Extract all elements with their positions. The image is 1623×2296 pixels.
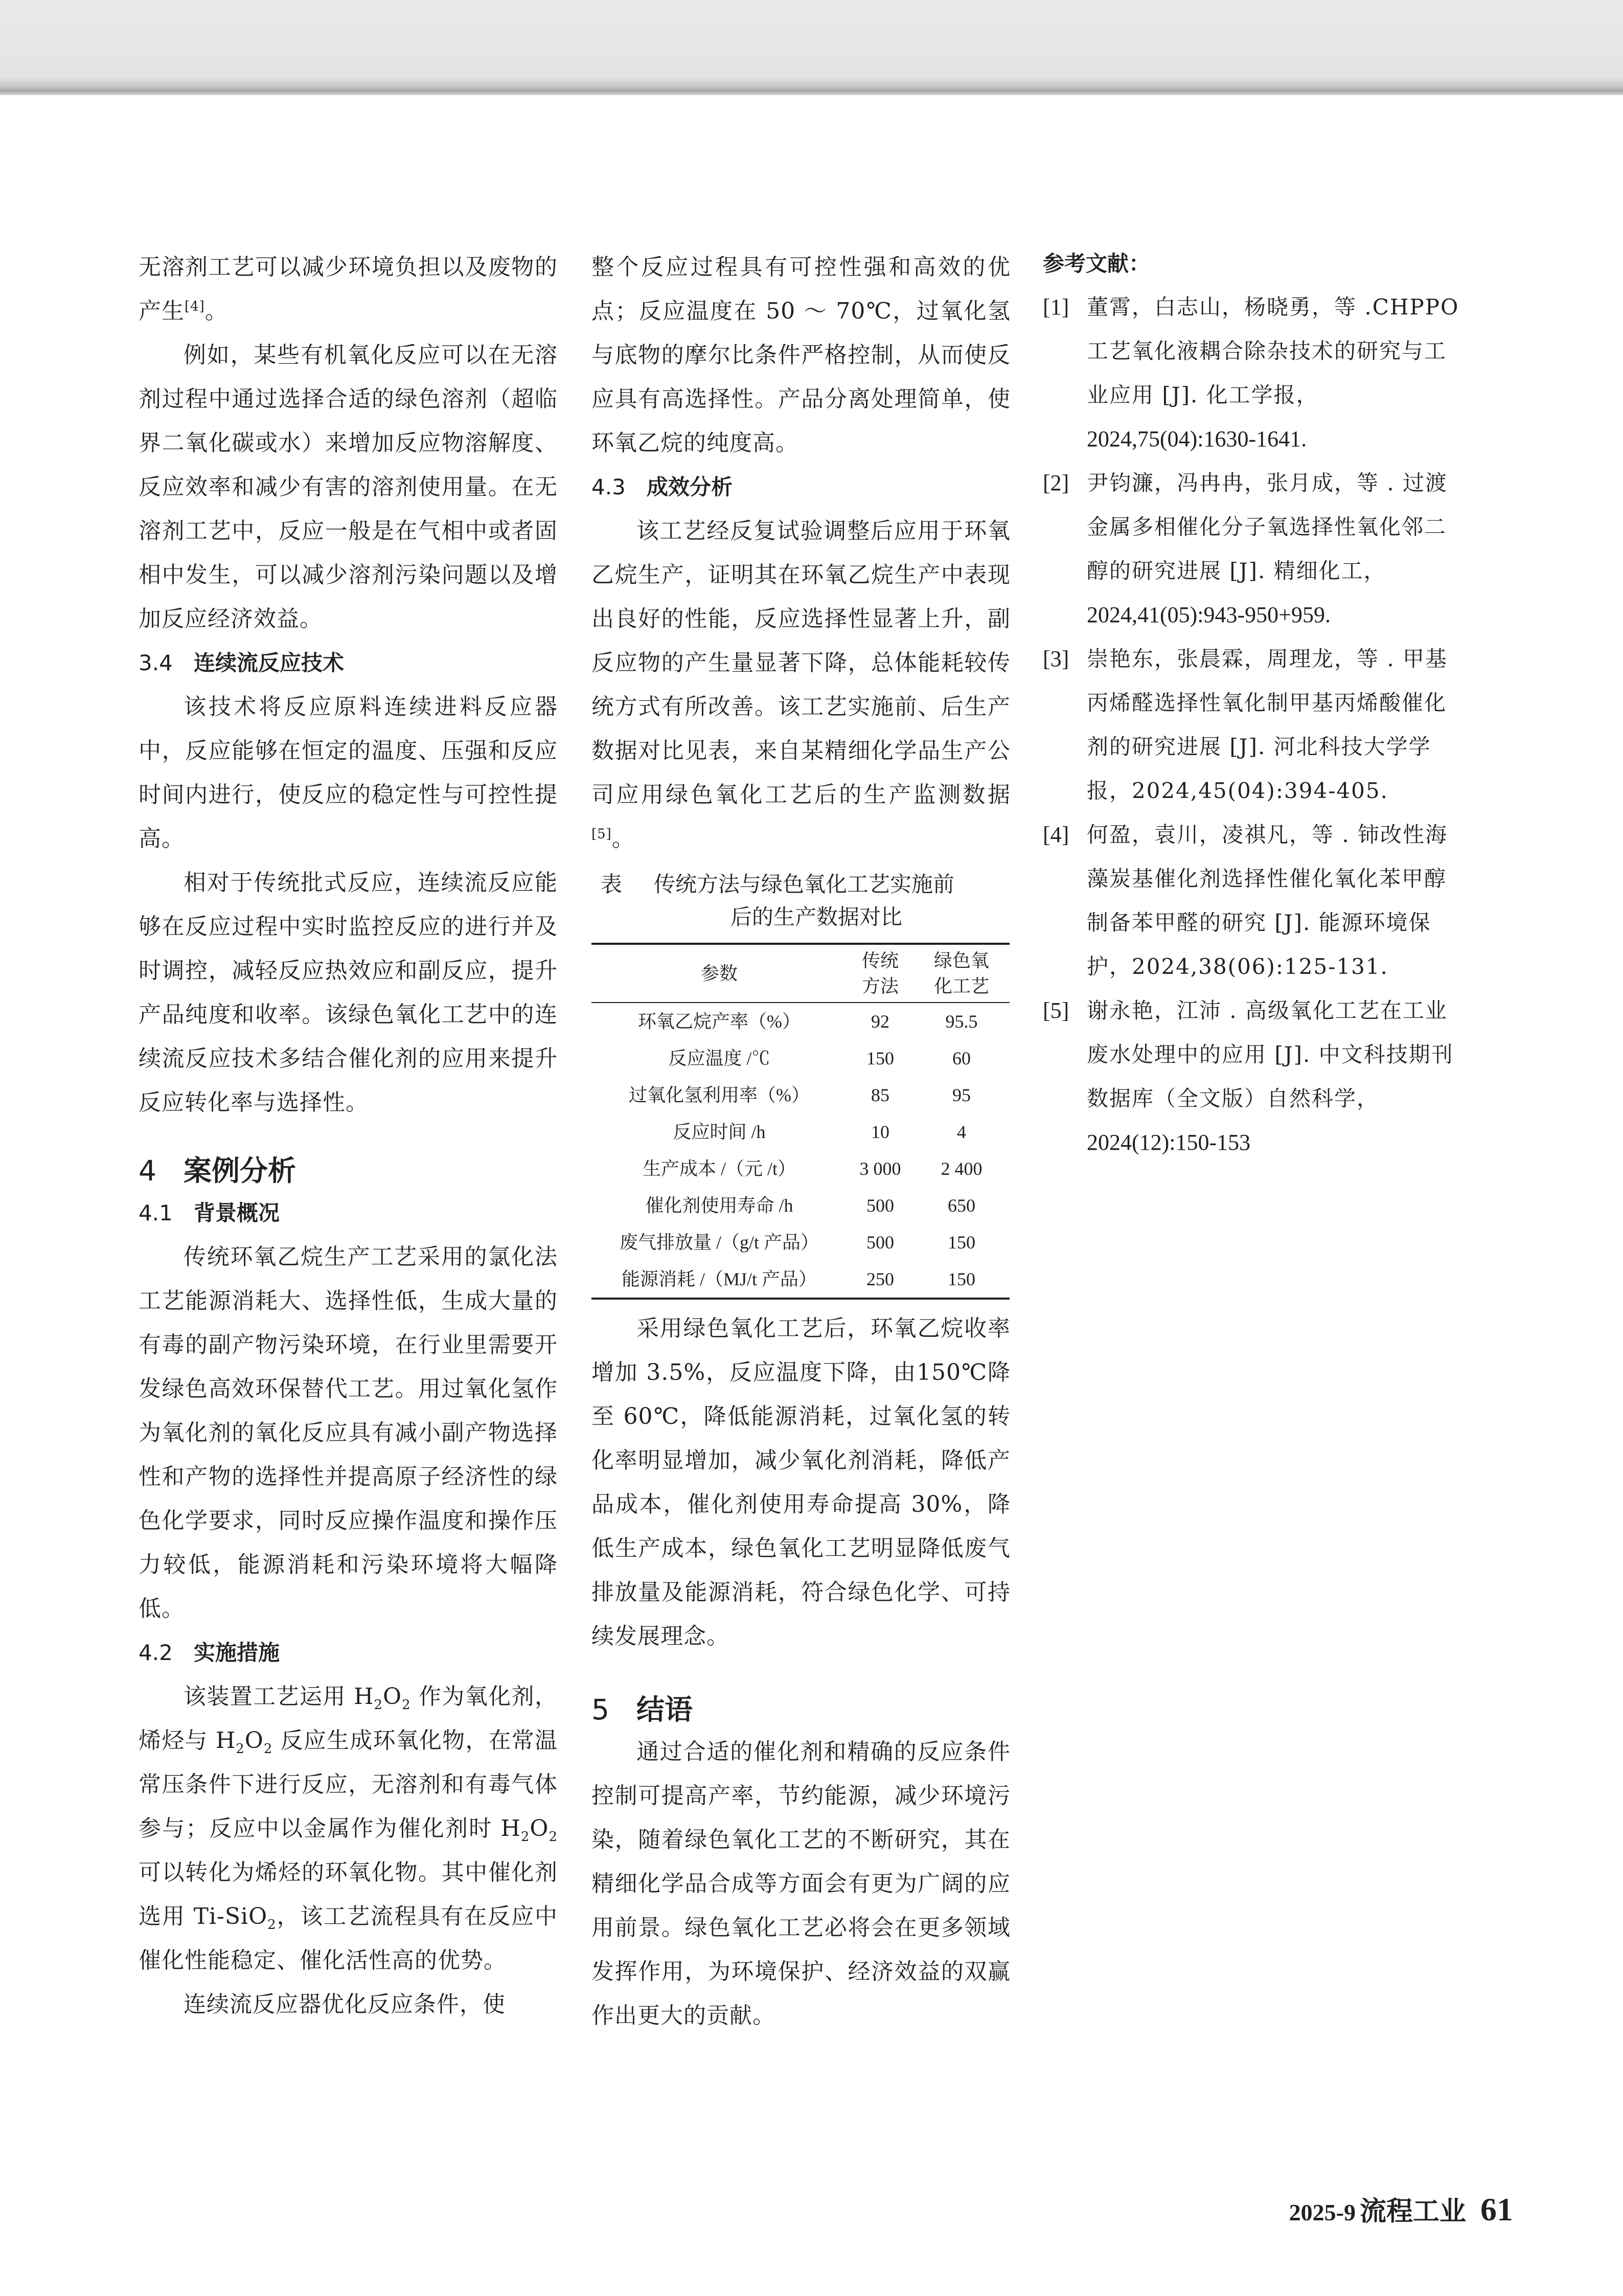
column-right-references <box>1043 245 1467 1165</box>
paragraph: 连续流反应器优化反应条件，使 <box>184 1991 506 2017</box>
table-cell-green: 95 <box>952 1085 971 1105</box>
reference-text: 谢永艳，江沛 . 高级氧化工艺在工业废水处理中的应用 [J]. 中文科技期刊数据库（全文版）自然科学， <box>1087 998 1454 1111</box>
table-caption: 表 传统方法与绿色氧化工艺实施前 <box>601 872 955 897</box>
table-row <box>591 1150 1010 1187</box>
table-cell-param: 环氧乙烷产率（%） <box>638 1011 801 1032</box>
table-row <box>591 1187 1010 1224</box>
section-heading-4-3: 4.3 成效分析 <box>591 474 733 499</box>
reference-source: 2024,41(05):943-950+959. <box>1087 602 1331 627</box>
column-left <box>139 245 558 2027</box>
reference-item <box>1043 989 1467 1165</box>
reference-list <box>1043 285 1467 1165</box>
table-header-green: 绿色氧 化工艺 <box>913 944 1010 1003</box>
table-cell-param: 反应温度 /℃ <box>668 1048 770 1069</box>
table-caption-line-2: 后的生产数据对比 <box>730 904 902 929</box>
paragraph: 整个反应过程具有可控性强和高效的优点；反应温度在 50 ～ 70℃，过氧化氢与底物的摩尔比条件严格控制，从而使反应具有高选择性。产品分离处理简单，使环氧乙烷的纯度高。 <box>591 254 1011 456</box>
table-row <box>591 1113 1010 1150</box>
table-row <box>591 1261 1010 1299</box>
table-cell-trad: 500 <box>866 1232 894 1253</box>
citation[interactable]: [4] <box>185 299 205 314</box>
reference-number: [5] <box>1043 998 1069 1023</box>
reference-number: [4] <box>1043 822 1069 847</box>
issue-number: 2025-9 <box>1289 2199 1356 2225</box>
table-cell-green: 150 <box>948 1232 975 1253</box>
paragraph: 例如，某些有机氧化反应可以在无溶剂过程中通过选择合适的绿色溶剂（超临界二氧化碳或水）来增加反应物溶解度、反应效率和减少有害的溶剂使用量。在无溶剂工艺中，反应一般是在气相中或者固相中发生，可以减少溶剂污染问题以及增加反应经济效益。 <box>139 342 558 632</box>
data-table <box>591 943 1010 1300</box>
reference-source: 2024(12):150-153 <box>1087 1130 1251 1155</box>
table-cell-param: 催化剂使用寿命 /h <box>645 1195 793 1216</box>
table-cell-trad: 85 <box>871 1085 889 1105</box>
journal-name: 流程工业 <box>1359 2197 1466 2226</box>
table-cell-green: 2 400 <box>941 1158 982 1179</box>
reference-item <box>1043 461 1467 637</box>
reference-item <box>1043 637 1467 813</box>
table-cell-param: 生产成本 /（元 /t） <box>642 1158 796 1179</box>
reference-text: 尹钧濂，冯冉冉，张月成，等 . 过渡金属多相催化分子氧选择性氧化邻二醇的研究进展 [J]. 精细化工， <box>1087 470 1448 583</box>
reference-item <box>1043 285 1467 461</box>
table-cell-green: 95.5 <box>945 1011 978 1032</box>
paragraph: 无溶剂工艺可以减少环境负担以及废物的产生[4]。 <box>139 254 558 324</box>
table-cell-trad: 500 <box>866 1195 894 1216</box>
table-cell-param: 废气排放量 /（g/t 产品） <box>619 1232 819 1253</box>
table-cell-green: 650 <box>948 1195 975 1216</box>
paragraph: 该装置工艺运用 $H_2O_2$ 作为氧化剂，烯烃与 $H_2O_2$ 反应生成环氧化物，在常温常压条件下进行反应，无溶剂和有毒气体参与；反应中以金属作为催化剂时 $H_2O_2$ 可以转化为烯烃的环氧化物。其中催化剂选用 Ti-SiO$_2$，该工艺流程具有在反应中催化性能稳定、催化活性高的优势。 <box>139 1684 558 1973</box>
reference-number: [2] <box>1043 470 1069 495</box>
reference-text: 董霄，白志山，杨晓勇，等 .CHPPO 工艺氧化液耦合除杂技术的研究与工业应用 [J]. 化工学报， <box>1087 294 1459 407</box>
reference-text: 何盈，袁川，凌祺凡，等 . 铈改性海藻炭基催化剂选择性催化氧化苯甲醇制备苯甲醛的研究 [J]. 能源环境保护，2024,38(06):125-131. <box>1087 822 1448 979</box>
table-cell-trad: 3 000 <box>859 1158 901 1179</box>
reference-number: [3] <box>1043 646 1069 671</box>
table-cell-green: 150 <box>913 1261 1010 1299</box>
section-heading-3-4: 3.4 连续流反应技术 <box>139 650 345 675</box>
paragraph: 传统环氧乙烷生产工艺采用的氯化法工艺能源消耗大、选择性低，生成大量的有毒的副产物污染环境，在行业里需要开发绿色高效环保替代工艺。用过氧化氢作为氧化剂的氧化反应具有减小副产物选择性和产物的选择性并提高原子经济性的绿色化学要求，同时反应操作温度和操作压力较低，能源消耗和污染环境将大幅降低。 <box>139 1244 558 1622</box>
section-heading-4: 4 案例分析 <box>139 1154 296 1187</box>
paragraph: 该技术将反应原料连续进料反应器中，反应能够在恒定的温度、压强和反应时间内进行，使反应的稳定性与可控性提高。 <box>139 694 558 852</box>
table-cell-param: 反应时间 /h <box>673 1122 766 1142</box>
table-cell-trad: 150 <box>866 1048 894 1069</box>
table-cell-trad: 10 <box>871 1122 889 1142</box>
table-cell-green: 60 <box>952 1048 971 1069</box>
table-row <box>591 1003 1010 1040</box>
table-header-traditional: 传统 方法 <box>847 944 913 1003</box>
page-number: 61 <box>1480 2191 1513 2227</box>
paragraph: 相对于传统批式反应，连续流反应能够在反应过程中实时监控反应的进行并及时调控，减轻反应热效应和副反应，提升产品纯度和收率。该绿色氧化工艺中的连续流反应技术多结合催化剂的应用来提升反应转化率与选择性。 <box>139 870 558 1116</box>
reference-source: 2024,75(04):1630-1641. <box>1087 426 1307 451</box>
citation[interactable]: [5] <box>591 826 612 842</box>
reference-item <box>1043 813 1467 989</box>
section-heading-5: 5 结语 <box>591 1693 693 1726</box>
reference-number: [1] <box>1043 294 1069 320</box>
column-middle <box>591 245 1011 2038</box>
section-heading-4-1: 4.1 背景概况 <box>139 1200 280 1225</box>
paragraph: 通过合适的催化剂和精确的反应条件控制可提高产率，节约能源，减少环境污染，随着绿色氧化工艺的不断研究，其在精细化学品合成等方面会有更为广阔的应用前景。绿色氧化工艺必将会在更多领域发挥作用，为环境保护、经济效益的双赢作出更大的贡献。 <box>591 1739 1011 2029</box>
table-cell-param: 过氧化氢利用率（%） <box>629 1085 810 1105</box>
table-header-param: 参数 <box>591 944 847 1003</box>
table-cell-green: 4 <box>957 1122 966 1142</box>
paragraph: 该工艺经反复试验调整后应用于环氧乙烷生产，证明其在环氧乙烷生产中表现出良好的性能，反应选择性显著上升，副反应物的产生量显著下降，总体能耗较传统方式有所改善。该工艺实施前、后生产数据对比见表，来自某精细化学品生产公司应用绿色氧化工艺后的生产监测数据[5]。 <box>591 518 1011 852</box>
page-footer <box>1104 2190 1513 2229</box>
table-cell-trad: 92 <box>871 1011 889 1032</box>
section-heading-4-2: 4.2 实施措施 <box>139 1640 280 1665</box>
page-top-band <box>0 0 1623 95</box>
reference-text: 崇艳东，张晨霖，周理龙，等 . 甲基丙烯醛选择性氧化制甲基丙烯酸催化剂的研究进展 [J]. 河北科技大学学报，2024,45(04):394-405. <box>1087 646 1448 803</box>
references-title: 参考文献： <box>1043 251 1151 276</box>
table-row <box>591 1224 1010 1261</box>
paragraph: 采用绿色氧化工艺后，环氧乙烷收率增加 3.5%，反应温度下降，由150℃降至 60℃，降低能源消耗，过氧化氢的转化率明显增加，减少氧化剂消耗，降低产品成本，催化剂使用寿命提高 30%，降低生产成本，绿色氧化工艺明显降低废气排放量及能源消耗，符合绿色化学、可持续发展理念。 <box>591 1315 1011 1649</box>
table-cell-param: 能源消耗 /（MJ/t 产品） <box>591 1261 847 1299</box>
table-cell-trad: 250 <box>847 1261 913 1299</box>
table-row <box>591 1077 1010 1113</box>
table-row <box>591 1040 1010 1077</box>
